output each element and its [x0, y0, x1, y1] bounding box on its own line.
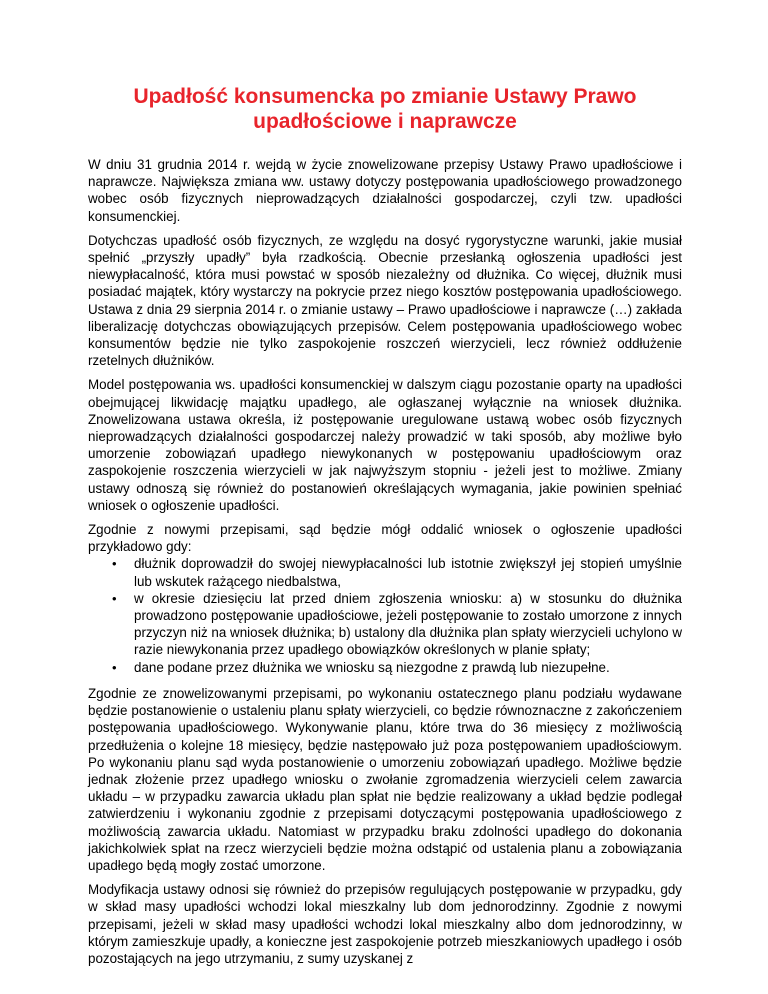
- document-title-line-2: upadłościowe i naprawcze: [253, 110, 517, 133]
- document-title: [88, 84, 682, 134]
- paragraph-model: Model postępowania ws. upadłości konsumenckiej w dalszym ciągu pozostanie oparty na upadłości obejmującej likwidację majątku upadłego, ale ogłaszanej wyłącznie na wniosek dłużnika. Znowelizowana ustawa określa, iż postępowanie uregulowane ustawą wobec osób fizycznych nieprowadzących działalności gospodarczej należy prowadzić w taki sposób, aby możliwe było umorzenie zobowiązań upadłego niewykonanych w postępowaniu upadłościowym oraz zaspokojenie roszczenia wierzycieli w jak najwyższym stopniu - jeżeli jest to możliwe. Zmiany ustawy odnoszą się również do postanowień określających wymagania, jakie powinien spełniać wniosek o ogłoszenie upadłości.: [88, 377, 682, 513]
- paragraph-dismissal-intro: Zgodnie z nowymi przepisami, sąd będzie mógł oddalić wniosek o ogłoszenie upadłości przykładowo gdy:: [88, 522, 682, 555]
- dismissal-reasons-list: [88, 555, 682, 675]
- paragraph-intro: W dniu 31 grudnia 2014 r. wejdą w życie znowelizowane przepisy Ustawy Prawo upadłościowe i naprawcze. Największa zmiana ww. ustawy dotyczy postępowania upadłościowego prowadzonego wobec osób fizycznych nieprowadzących działalności gospodarczej, czyli tzw. upadłości konsumenckiej.: [88, 157, 682, 224]
- list-item: • dłużnik doprowadził do swojej niewypłacalności lub istotnie zwiększył jej stopień umyślnie lub wskutek rażącego niedbalstwa,: [88, 555, 682, 589]
- paragraph-housing: Modyfikacja ustawy odnosi się również do przepisów regulujących postępowanie w przypadku, gdy w skład masy upadłości wchodzi lokal mieszkalny lub dom jednorodzinny. Zgodnie z nowymi przepisami, jeżeli w skład masy upadłości wchodzi lokal mieszkalny albo dom jednorodzinny, w którym zamieszkuje upadły, a konieczne jest zaspokojenie potrzeb mieszkaniowych upadłego i osób pozostających na jego utrzymaniu, z sumy uzyskanej z: [88, 882, 682, 966]
- document-title-line-1: Upadłość konsumencka po zmianie Ustawy Prawo: [133, 85, 637, 108]
- paragraph-repayment-plan: Zgodnie ze znowelizowanymi przepisami, po wykonaniu ostatecznego planu podziału wydawane będzie postanowienie o ustaleniu planu spłaty wierzycieli, co będzie równoznaczne z zakończeniem postępowania upadłościowego. Wykonywanie planu, które trwa do 36 miesięcy z możliwością przedłużenia o kolejne 18 miesięcy, będzie następowało już poza postępowaniem upadłościowym. Po wykonaniu planu sąd wyda postanowienie o umorzeniu zobowiązań upadłego. Możliwe będzie jednak złożenie przez upadłego wniosku o zwołanie zgromadzenia wierzycieli celem zawarcia układu – w przypadku zawarcia układu plan spłat nie będzie realizowany a układ będzie podlegał zatwierdzeniu i wykonaniu zgodnie z przepisami dotyczącymi postępowania upadłościowego z możliwością zawarcia układu. Natomiast w przypadku braku zdolności upadłego do dokonania jakichkolwiek spłat na rzecz wierzycieli będzie można odstąpić od ustalenia planu a zobowiązania upadłego będą mogły zostać umorzone.: [88, 685, 682, 873]
- paragraph-background: Dotychczas upadłość osób fizycznych, ze względu na dosyć rygorystyczne warunki, jakie musiał spełnić „przyszły upadły” była rzadkością. Obecnie przesłanką ogłoszenia upadłości jest niewypłacalność, która musi powstać w sposób niezależny od dłużnika. Co więcej, dłużnik musi posiadać majątek, który wystarczy na pokrycie przez niego kosztów postępowania upadłościowego. Ustawa z dnia 29 sierpnia 2014 r. o zmianie ustawy – Prawo upadłościowe i naprawcze (…) zakłada liberalizację dotychczas obowiązujących przepisów. Celem postępowania upadłościowego wobec konsumentów będzie nie tylko zaspokojenie roszczeń wierzycieli, lecz również oddłużenie rzetelnych dłużników.: [88, 232, 682, 369]
- list-item: • w okresie dziesięciu lat przed dniem zgłoszenia wniosku: a) w stosunku do dłużnika prowadzono postępowanie upadłościowe, jeżeli postępowanie to zostało umorzone z innych przyczyn niż na wniosek dłużnika; b) ustalony dla dłużnika plan spłaty wierzycieli uchylono w razie niewykonania przez upadłego obowiązków określonych w planie spłaty;: [88, 590, 682, 659]
- list-item: • dane podane przez dłużnika we wniosku są niezgodne z prawdą lub niezupełne.: [88, 659, 682, 676]
